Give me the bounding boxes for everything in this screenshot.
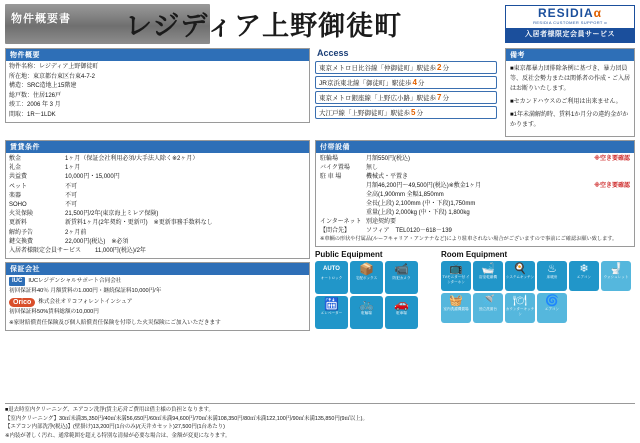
access-minutes: 4 — [412, 78, 417, 87]
overview-row: 総戸数：住居126戸 — [9, 92, 62, 99]
rent-key: 解約予告 — [9, 229, 34, 236]
delivery-box-icon — [350, 261, 383, 294]
brand-banner: 入居者様限定会員サービス — [506, 28, 634, 42]
independent-washroom-caption: 独立洗面台 — [479, 306, 497, 311]
security-camera-glyph: 📹 — [394, 261, 409, 276]
independent-washroom-icon — [473, 293, 503, 323]
access-unit: 分 — [442, 95, 449, 102]
washer-space-glyph: 🧺 — [449, 294, 463, 307]
counter-kitchen-glyph: 🍽 — [513, 294, 527, 307]
elevator-glyph: 🛗 — [324, 296, 339, 311]
parking-tag: ※空き要確認 — [594, 183, 630, 189]
air-conditioner-2-icon — [537, 293, 567, 323]
facilities-section — [315, 140, 635, 247]
brand-name: RESIDIAα — [537, 6, 603, 20]
public-equipment-title: Public Equipment — [315, 249, 383, 259]
footer-line: 【室内クリーニング】30㎡未満35,350円/40㎡未満56,650円/60㎡未満94,600円/70㎡未満108,350円/80㎡未満122,100円/90㎡未満135,850円(9㎡以上)。 — [5, 415, 368, 422]
rent-row — [9, 247, 306, 256]
room-equipment-title: Room Equipment — [441, 249, 508, 259]
elevator-icon — [315, 296, 348, 329]
air-conditioner-2-glyph: 🌀 — [545, 294, 559, 307]
rent-value: 不可 — [65, 202, 78, 209]
contact-key: 【問合先】 — [320, 228, 351, 234]
counter-kitchen-icon — [505, 293, 535, 323]
rent-row — [9, 183, 306, 192]
remark-item: ■東京都暴力団排除条例に基づき、暴力団員等、反社会勢力または関係者の作成・ご入居はお断りいたします。 — [510, 66, 631, 92]
remark-item: ■セカンドハウスのご利用は出来ません。 — [510, 99, 622, 105]
internet-value: 別途契約要 — [366, 219, 397, 225]
access-row — [315, 106, 497, 119]
footer-line: ■退去時室内クリーニング、エアコン洗浄(賃主応営ご費用は借主様の負担となります。 — [5, 407, 214, 414]
guarantee-row — [9, 277, 306, 286]
rent-key: 礼金 — [9, 165, 22, 172]
rent-value: 21,500円/2年(東京海上ミレア保険) — [65, 211, 159, 218]
access-line: 東京メトロ銀座線「上野広小路」駅徒歩 — [319, 95, 436, 102]
rent-value: 不可 — [65, 183, 78, 190]
rent-row — [9, 219, 306, 228]
guarantee-row — [9, 298, 306, 307]
rent-value: 1ヶ月 — [65, 165, 81, 172]
car-parking-caption: 駐車場 — [396, 310, 407, 315]
rent-key: ペット — [9, 183, 28, 190]
bath-dryer-icon — [473, 261, 503, 291]
orico-logo: Orico — [9, 298, 35, 307]
overview-row: 物件名称：レジディア上野御徒町 — [9, 64, 99, 70]
parking-row — [320, 200, 630, 209]
bicycle-parking-caption: 駐輪場 — [361, 310, 372, 315]
parking-value: 全長(上段) 2,100mm (中・下段)1,750mm — [366, 201, 476, 207]
auto-lock-glyph: AUTO — [323, 265, 340, 272]
overview-row: 所在地：東京都台東区台東4-7-2 — [9, 73, 96, 80]
guarantee-company: 株式会社オリコフォレントインシュア — [38, 299, 133, 306]
rent-row — [9, 173, 306, 182]
rent-row — [9, 238, 306, 247]
internet-key: インターネット — [320, 219, 362, 225]
guarantee-note: ※家財賠償責任保険及び個人賠償責任保険を付帯した火災保険にご加入いただきます — [9, 320, 221, 327]
contact-row — [320, 227, 630, 236]
rent-value: 2ヶ月前 — [65, 229, 87, 236]
rent-key: 入居者様限定会員サービス — [9, 248, 82, 255]
system-kitchen-icon — [505, 261, 535, 291]
facility-key: 駐輪場 — [320, 156, 339, 162]
facility-note: ※車輌の形状や付属品(ルーフキャリア・アンテナなど)により駐車されない場合がございますので事前にご確認お願い致します。 — [320, 236, 618, 242]
guarantee-title: 保証会社 — [6, 263, 309, 275]
floor-heating-icon — [537, 261, 567, 291]
intercom-monitor-glyph: 📺 — [449, 262, 463, 275]
bicycle-parking-icon — [350, 296, 383, 329]
washlet-glyph: 🚽 — [609, 262, 623, 275]
access-minutes: 5 — [411, 108, 416, 117]
footer-divider — [5, 403, 635, 404]
bicycle-parking-glyph: 🚲 — [359, 296, 374, 311]
rent-value: 22,000円(税込) ※必須 — [65, 238, 129, 245]
guarantee-sub: 初回保証料50%賃料総額の10,000円 — [9, 309, 99, 316]
access-unit: 分 — [417, 80, 425, 87]
rent-section — [5, 140, 310, 259]
facility-value: 無し — [366, 165, 379, 171]
footer-line: 【エアコン内部洗浄(税込)】(壁掛け)13,200円(1台のみ)/(天井カセット)27,500円(1台あたり) — [5, 424, 225, 431]
rent-key: SOHO — [9, 202, 27, 209]
row-overview — [5, 48, 635, 137]
rent-table — [6, 153, 309, 258]
counter-kitchen-caption: カウンターキッチン — [505, 306, 535, 316]
doc-label: 物件概要書 — [11, 13, 71, 25]
access-title: Access — [317, 48, 349, 58]
rent-row — [9, 192, 306, 201]
public-equipment-grid — [315, 261, 435, 294]
parking-row — [320, 209, 630, 218]
access-line: JR京浜東北線「御徒町」駅徒歩 — [319, 80, 412, 87]
public-equipment-grid-2 — [315, 296, 435, 329]
auto-lock-icon — [315, 261, 348, 294]
access-unit: 分 — [442, 65, 449, 72]
room-equipment-block — [441, 250, 635, 329]
page-title: レジディア上野御徒町 — [125, 11, 403, 42]
brand-top — [506, 6, 634, 28]
rent-row — [9, 155, 306, 164]
facility-key: 駐 車 場 — [320, 174, 342, 180]
parking-row — [320, 182, 630, 191]
brand-accent: α — [593, 6, 603, 20]
facilities-title: 付帯設備 — [316, 141, 634, 153]
iuc-logo: IUC — [9, 277, 25, 286]
facility-row — [320, 155, 630, 164]
rent-key: 鍵交換費 — [9, 238, 34, 245]
rent-key: 共益費 — [9, 174, 28, 181]
independent-washroom-glyph: 🚿 — [481, 294, 495, 307]
air-conditioner-2-caption: エアコン — [544, 306, 560, 311]
system-kitchen-caption: システムキッチン — [505, 274, 535, 279]
public-equipment-block — [315, 250, 435, 329]
brand-box — [505, 5, 635, 43]
rent-value: 10,000円・15,000円 — [65, 174, 120, 181]
access-row — [315, 76, 497, 89]
system-kitchen-glyph: 🍳 — [513, 262, 527, 275]
rent-row — [9, 201, 306, 210]
rent-value: 11,000円(税込)/2年 — [95, 248, 146, 255]
access-unit: 分 — [416, 110, 423, 117]
room-equipment-grid — [441, 261, 635, 323]
overview-row: 間取：1R～1LDK — [9, 111, 56, 118]
guarantee-sub: 初回保証料40％ 月額賃料の1.000円・継続保証料10,000円/年 — [9, 288, 162, 295]
access-line: 大江戸線「上野御徒町」駅徒歩 — [319, 110, 410, 117]
security-camera-icon — [385, 261, 418, 294]
rent-row — [9, 210, 306, 219]
facility-value: 月額550円(税込) — [366, 156, 411, 162]
overview-rows — [6, 61, 309, 122]
guarantee-section — [5, 262, 310, 331]
guarantee-body — [6, 275, 309, 330]
access-list — [315, 58, 500, 123]
rent-value: 新賃料1ヶ月(2年契約・更新可) ※更新事務手数料なし — [65, 220, 213, 227]
internet-row — [320, 218, 630, 227]
car-parking-icon — [385, 296, 418, 329]
facility-row — [320, 164, 630, 173]
rent-key: 楽器 — [9, 192, 22, 199]
air-conditioner-caption: エアコン — [576, 274, 592, 279]
facility-tag: ※空き要確認 — [594, 156, 630, 162]
rent-key: 敷金 — [9, 156, 22, 162]
rent-row — [9, 164, 306, 173]
rent-title: 賃貸条件 — [6, 141, 309, 153]
remark-item: ■1年未満解約時、賃料1か月分の違約金がかかります。 — [510, 112, 629, 128]
parking-value: 全高(1,900mm 全幅1,850mm — [366, 192, 444, 198]
parking-row — [320, 191, 630, 200]
remarks-body — [506, 61, 634, 136]
facility-value: 機械式・平置き — [366, 174, 409, 180]
rent-row — [9, 229, 306, 238]
security-camera-caption: 防犯カメラ — [392, 275, 411, 280]
rent-key: 火災保険 — [9, 211, 34, 218]
rent-value: 不可 — [65, 192, 78, 199]
access-minutes: 7 — [437, 93, 442, 102]
access-minutes: 2 — [437, 63, 442, 72]
bath-dryer-glyph: 🛁 — [481, 262, 495, 275]
remarks-section — [505, 48, 635, 137]
washlet-caption: ウォシュレット — [603, 274, 629, 279]
footer-notes — [5, 401, 635, 440]
remarks-title: 備考 — [506, 49, 634, 61]
air-conditioner-icon — [569, 261, 599, 291]
floor-heating-glyph: ♨ — [547, 262, 557, 275]
access-row — [315, 91, 497, 104]
facility-row — [320, 173, 630, 182]
washer-space-icon — [441, 293, 471, 323]
rent-value: 1ヶ月（保証会社利用必須/大手法人除く※2ヶ月） — [65, 156, 199, 162]
delivery-box-glyph: 📦 — [359, 261, 374, 276]
facilities-body — [316, 153, 634, 246]
contact-value: ソフィア TEL0120－618－139 — [366, 228, 452, 234]
brand-subtitle: RESIDIA CUSTOMER SUPPORT α — [533, 20, 607, 25]
overview-row: 竣工：2006 年 3 月 — [9, 102, 61, 108]
rent-key: 更新料 — [9, 220, 28, 227]
elevator-caption: エレベーター — [320, 310, 343, 315]
facility-key: バイク置場 — [320, 165, 350, 171]
guarantee-company: IUCレジデンシャルサポート合同会社 — [28, 278, 122, 285]
footer-line: ※内装が著しく汚れ、通常範囲を超える特別な清掃が必要な場合は、金額が変更になります。 — [5, 432, 231, 439]
intercom-monitor-icon — [441, 261, 471, 291]
parking-value: 月額46,200円～49,500円(税込)※敷金1ヶ月 — [366, 183, 482, 189]
intercom-monitor-caption: TVモニター付 インターホン — [442, 274, 470, 284]
parking-value: 重量(上段) 2,000kg (中・下段) 1,800kg — [366, 210, 470, 216]
overview-title: 物件概要 — [6, 49, 309, 61]
delivery-box-caption: 宅配ボックス — [355, 275, 378, 280]
equipment-icons — [315, 250, 635, 329]
floor-heating-caption: 床暖房 — [546, 274, 558, 279]
washlet-icon — [601, 261, 631, 291]
access-row — [315, 61, 497, 74]
air-conditioner-glyph: ❄ — [579, 262, 589, 275]
page-header — [5, 4, 635, 46]
row-conditions — [5, 140, 635, 331]
auto-lock-caption: オートロック — [320, 275, 343, 280]
washer-space-caption: 室内洗濯機置場 — [443, 306, 469, 311]
access-line: 東京メトロ日比谷線「仲御徒町」駅徒歩 — [319, 65, 436, 72]
overview-row: 構造：SRC造地上15階建 — [9, 83, 77, 89]
car-parking-glyph: 🚗 — [394, 296, 409, 311]
bath-dryer-caption: 浴室乾燥機 — [479, 274, 497, 279]
overview-section — [5, 48, 310, 123]
